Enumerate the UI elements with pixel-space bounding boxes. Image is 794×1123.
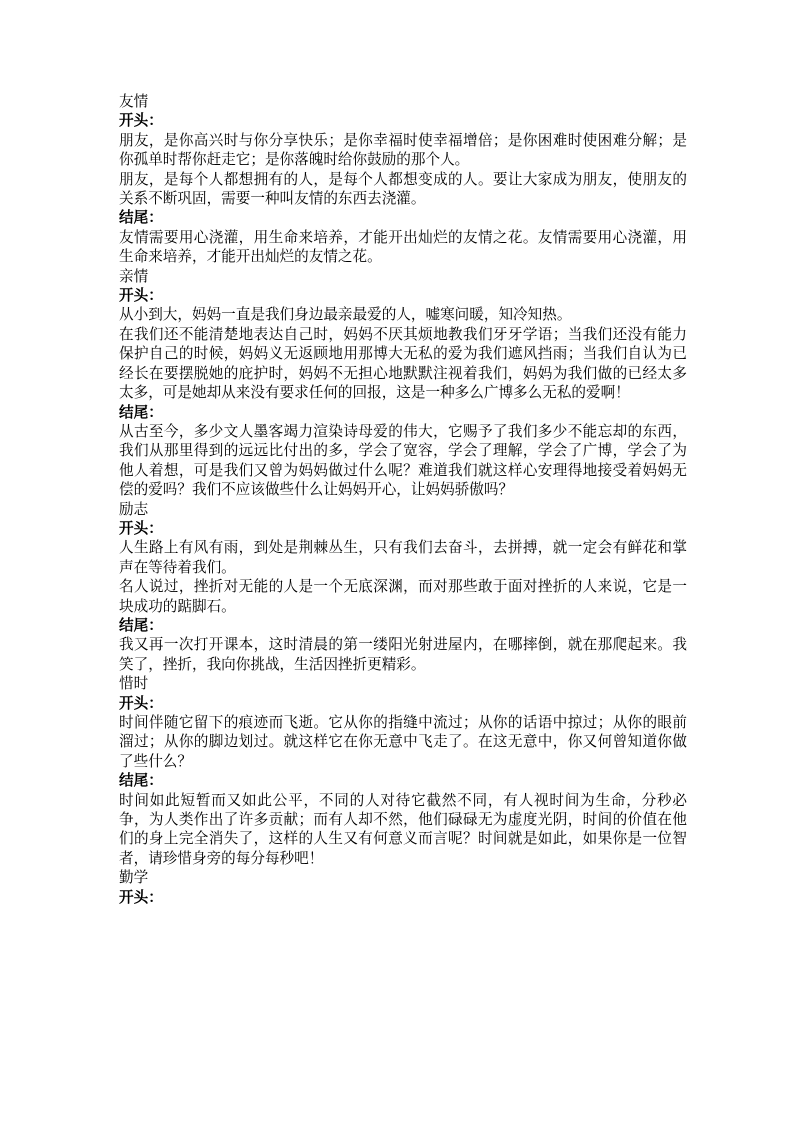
opening-label: 开头： — [119, 694, 163, 712]
ending-label: 结尾： — [119, 772, 163, 790]
ending-paragraph: 我又再一次打开课本，这时清晨的第一缕阳光射进屋内，在哪摔倒，就在那爬起来。我笑了，挫折，我向你挑战，生活因挫折更精彩。 — [119, 636, 687, 673]
section-topic: 勤学 — [119, 869, 149, 887]
section-topic: 惜时 — [119, 675, 149, 693]
opening-paragraph: 朋友，是你高兴时与你分享快乐；是你幸福时使幸福增倍；是你困难时使困难分解；是你孤单时帮你赶走它；是你落魄时给你鼓励的那个人。 — [119, 131, 687, 169]
document-body — [119, 92, 687, 907]
opening-label: 开头： — [119, 112, 163, 130]
ending-label: 结尾： — [119, 403, 163, 421]
opening-paragraph: 时间伴随它留下的痕迹而飞逝。它从你的指缝中流过；从你的话语中掠过；从你的眼前溜过；从你的脚边划过。就这样它在你无意中飞走了。在这无意中，你又何曾知道你做了些什么？ — [119, 714, 687, 770]
section-topic: 友情 — [119, 93, 149, 110]
ending-paragraph: 从古至今，多少文人墨客竭力渲染诗母爱的伟大，它赐予了我们多少不能忘却的东西，我们从那里得到的远远比付出的多，学会了宽容，学会了理解，学会了广博，学会了为他人着想，可是我们又曾为妈妈做过什么呢？难道我们就这样心安理得地接受着妈妈无偿的爱吗？我们不应该做些什么让妈妈开心，让妈妈骄傲吗？ — [119, 422, 687, 499]
ending-paragraph: 友情需要用心浇灌，用生命来培养，才能开出灿烂的友情之花。友情需要用心浇灌，用生命来培养，才能开出灿烂的友情之花。 — [119, 228, 687, 266]
section-topic: 亲情 — [119, 267, 149, 285]
ending-paragraph: 时间如此短暂而又如此公平，不同的人对待它截然不同，有人视时间为生命，分秒必争，为人类作出了许多贡献；而有人却不然，他们碌碌无为虚度光阴，时间的价值在他们的身上完全消失了，这样的人生又有何意义而言呢？时间就是如此，如果你是一位智者，请珍惜身旁的每分每秒吧！ — [119, 791, 687, 867]
ending-label: 结尾： — [119, 209, 163, 227]
opening-label: 开头： — [119, 519, 163, 537]
opening-label: 开头： — [119, 287, 163, 305]
opening-paragraph: 从小到大，妈妈一直是我们身边最亲最爱的人，嘘寒问暖，知冷知热。 — [119, 306, 572, 324]
opening-paragraph: 朋友，是每个人都想拥有的人，是每个人都想变成的人。要让大家成为朋友，使朋友的关系不断巩固，需要一种叫友情的东西去浇灌。 — [119, 170, 687, 208]
opening-paragraph: 在我们还不能清楚地表达自己时，妈妈不厌其烦地教我们牙牙学语；当我们还没有能力保护自己的时候，妈妈义无返顾地用那博大无私的爱为我们遮风挡雨；当我们自认为已经长在要摆脱她的庇护时，妈妈不无担心地默默注视着我们，妈妈为我们做的已经太多太多，可是她却从来没有要求任何的回报，这是一种多么广博多么无私的爱啊！ — [119, 325, 687, 402]
opening-label: 开头： — [119, 888, 163, 906]
section-topic: 励志 — [119, 500, 149, 518]
opening-paragraph: 人生路上有风有雨，到处是荆棘丛生，只有我们去奋斗，去拼搏，就一定会有鲜花和掌声在等待着我们。 — [119, 539, 687, 576]
ending-label: 结尾： — [119, 616, 163, 634]
opening-paragraph: 名人说过，挫折对无能的人是一个无底深渊，而对那些敢于面对挫折的人来说，它是一块成功的踮脚石。 — [119, 578, 687, 615]
